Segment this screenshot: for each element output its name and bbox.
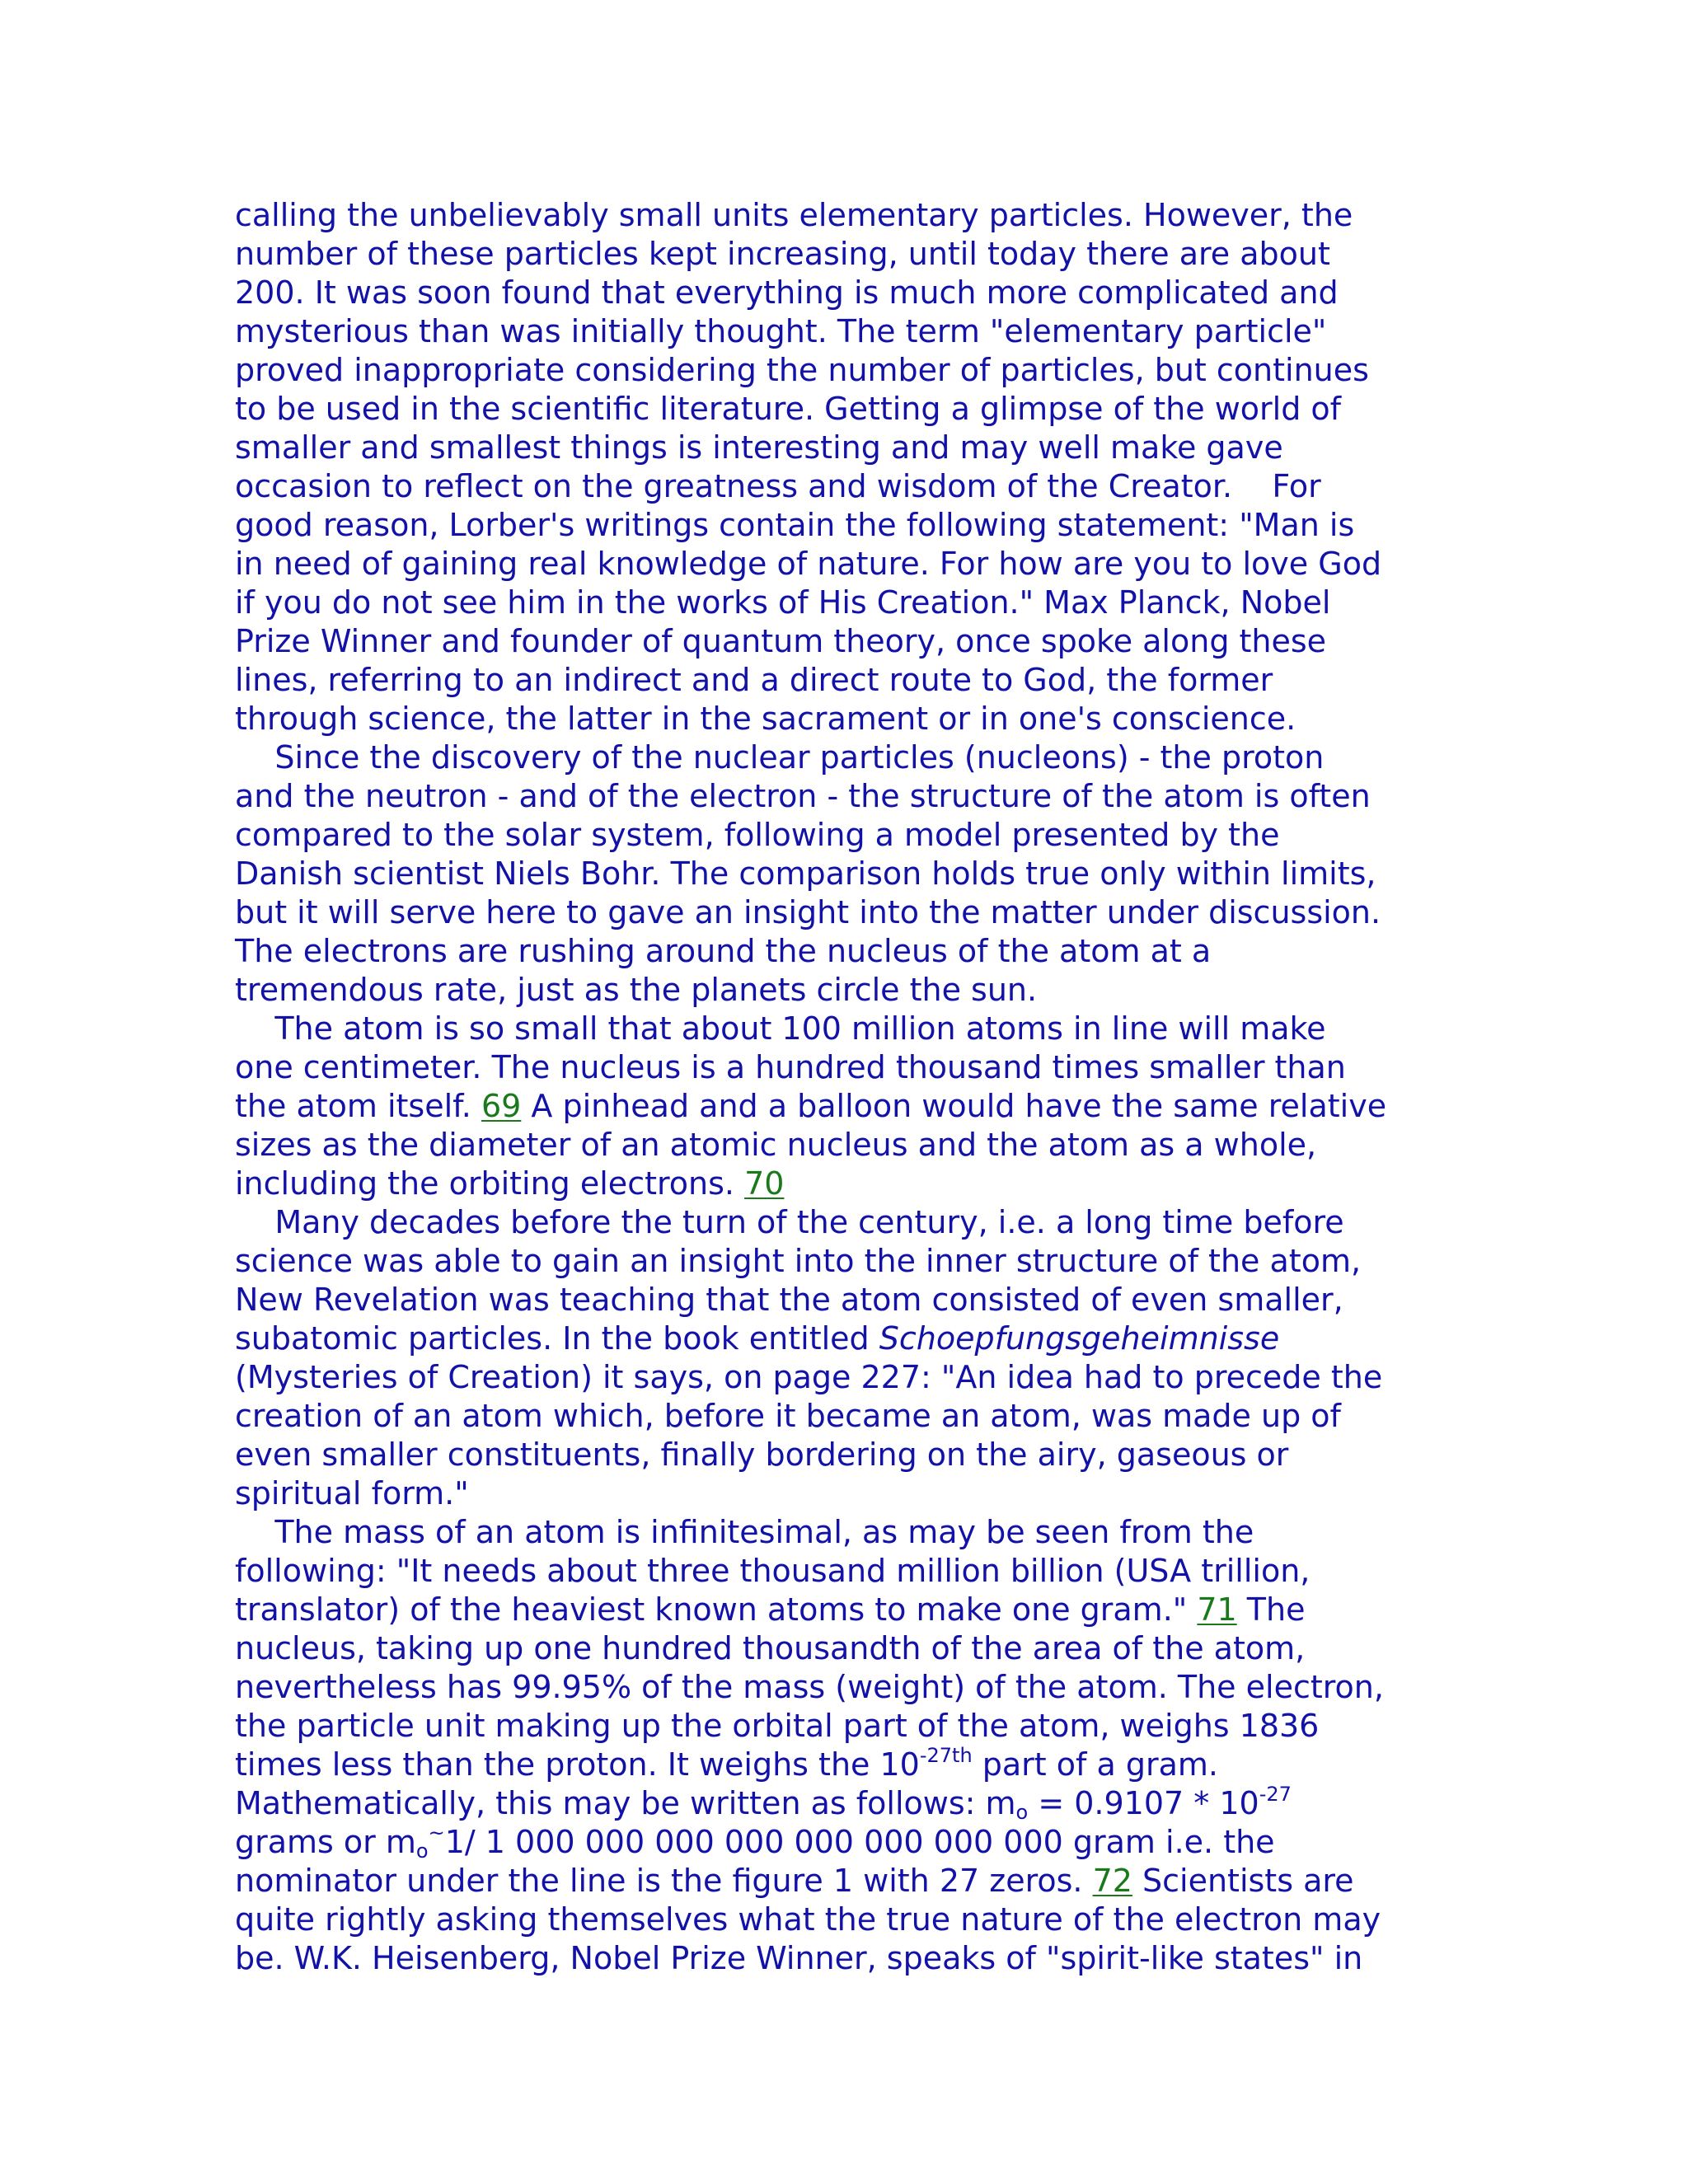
text-line: creation of an atom which, before it became an atom, was made up of <box>235 1398 1341 1434</box>
text-line <box>235 1862 1488 1900</box>
text-line: good reason, Lorber's writings contain the following statement: "Man is <box>235 507 1355 543</box>
text-line <box>235 1591 1488 1629</box>
footnote-link-71[interactable]: 71 <box>1197 1591 1237 1628</box>
line-text: translator) of the heaviest known atoms to make one gram." <box>235 1591 1198 1628</box>
text-line: Prize Winner and founder of quantum theory, once spoke along these <box>235 623 1327 659</box>
text-line <box>235 1165 1488 1203</box>
text-line: occasion to reflect on the greatness and wisdom of the Creator. For <box>235 468 1321 504</box>
text-line: be. W.K. Heisenberg, Nobel Prize Winner, speaks of "spirit-like states" in <box>235 1940 1363 1976</box>
text-line: lines, referring to an indirect and a direct route to God, the former <box>235 662 1273 698</box>
text-line: quite rightly asking themselves what the true nature of the electron may <box>235 1901 1381 1938</box>
text-line: Many decades before the turn of the century, i.e. a long time before <box>235 1204 1344 1240</box>
text-line: and the neutron - and of the electron - the structure of the atom is often <box>235 778 1371 814</box>
text-line: The atom is so small that about 100 million atoms in line will make <box>235 1010 1326 1047</box>
text-line: Since the discovery of the nuclear particles (nucleons) - the proton <box>235 739 1325 776</box>
text-line: number of these particles kept increasing, until today there are about <box>235 236 1330 272</box>
text-line: following: "It needs about three thousand million billion (USA trillion, <box>235 1553 1311 1589</box>
tilde-mark: ~ <box>428 1821 445 1844</box>
text-line: (Mysteries of Creation) it says, on page 227: "An idea had to precede the <box>235 1359 1383 1395</box>
line-text: times less than the proton. It weighs the 10 <box>235 1746 920 1783</box>
book-title: Schoepfungsgeheimnisse <box>879 1320 1280 1357</box>
text-line: proved inappropriate considering the number of particles, but continues <box>235 352 1369 388</box>
text-line: compared to the solar system, following a model presented by the <box>235 817 1280 853</box>
subscript: o <box>1015 1801 1029 1824</box>
footnote-link-69[interactable]: 69 <box>481 1088 522 1124</box>
text-line: smaller and smallest things is interesting and may well make gave <box>235 429 1283 466</box>
text-line: through science, the latter in the sacrament or in one's conscience. <box>235 701 1296 737</box>
text-line: mysterious than was initially thought. The term "elementary particle" <box>235 313 1327 349</box>
text-line <box>235 1823 1488 1862</box>
text-line <box>235 1319 1488 1358</box>
text-line: 200. It was soon found that everything is much more complicated and <box>235 274 1339 311</box>
text-line: in need of gaining real knowledge of nature. For how are you to love God <box>235 546 1382 582</box>
line-text: A pinhead and a balloon would have the same relative <box>521 1088 1387 1124</box>
text-line: but it will serve here to gave an insight into the matter under discussion. <box>235 894 1381 930</box>
text-line: The mass of an atom is infinitesimal, as may be seen from the <box>235 1514 1254 1550</box>
line-text: subatomic particles. In the book entitled <box>235 1320 879 1357</box>
text-line: calling the unbelievably small units elementary particles. However, the <box>235 197 1353 233</box>
text-line: nevertheless has 99.95% of the mass (weight) of the atom. The electron, <box>235 1669 1384 1705</box>
text-line: even smaller constituents, finally bordering on the airy, gaseous or <box>235 1436 1289 1473</box>
footnote-link-72[interactable]: 72 <box>1092 1863 1132 1899</box>
text-line: to be used in the scientific literature. Getting a glimpse of the world of <box>235 391 1342 427</box>
line-text: part of a gram. <box>972 1746 1218 1783</box>
line-text: nominator under the line is the figure 1 with 27 zeros. <box>235 1863 1093 1899</box>
exponent: -27 <box>1259 1783 1292 1806</box>
text-line: the particle unit making up the orbital part of the atom, weighs 1836 <box>235 1708 1320 1744</box>
line-text: grams or m <box>235 1824 416 1860</box>
text-line: one centimeter. The nucleus is a hundred thousand times smaller than <box>235 1049 1346 1085</box>
line-text: including the orbiting electrons. <box>235 1165 745 1202</box>
text-line: Danish scientist Niels Bohr. The comparison holds true only within limits, <box>235 855 1376 892</box>
exponent: -27th <box>919 1744 973 1767</box>
text-line: tremendous rate, just as the planets circle the sun. <box>235 972 1038 1008</box>
line-text: the atom itself. <box>235 1088 481 1124</box>
line-text: 1/ 1 000 000 000 000 000 000 000 000 gram i.e. the <box>444 1824 1275 1860</box>
text-line <box>235 1784 1488 1823</box>
document-body <box>235 196 1488 1978</box>
line-text: = 0.9107 * 10 <box>1028 1785 1259 1821</box>
text-line <box>235 1746 1488 1784</box>
line-text: Scientists are <box>1132 1863 1354 1899</box>
text-line: New Revelation was teaching that the atom consisted of even smaller, <box>235 1282 1343 1318</box>
footnote-link-70[interactable]: 70 <box>744 1165 785 1202</box>
text-line: spiritual form." <box>235 1475 469 1511</box>
text-line: sizes as the diameter of an atomic nucleus and the atom as a whole, <box>235 1127 1317 1163</box>
text-line: nucleus, taking up one hundred thousandth of the area of the atom, <box>235 1630 1306 1666</box>
text-line: The electrons are rushing around the nucleus of the atom at a <box>235 933 1212 969</box>
line-text: Mathematically, this may be written as follows: m <box>235 1785 1016 1821</box>
subscript: o <box>415 1840 429 1863</box>
line-text: The <box>1236 1591 1306 1628</box>
text-line: if you do not see him in the works of His Creation." Max Planck, Nobel <box>235 584 1331 621</box>
text-line <box>235 1087 1488 1126</box>
text-line: science was able to gain an insight into the inner structure of the atom, <box>235 1243 1362 1279</box>
